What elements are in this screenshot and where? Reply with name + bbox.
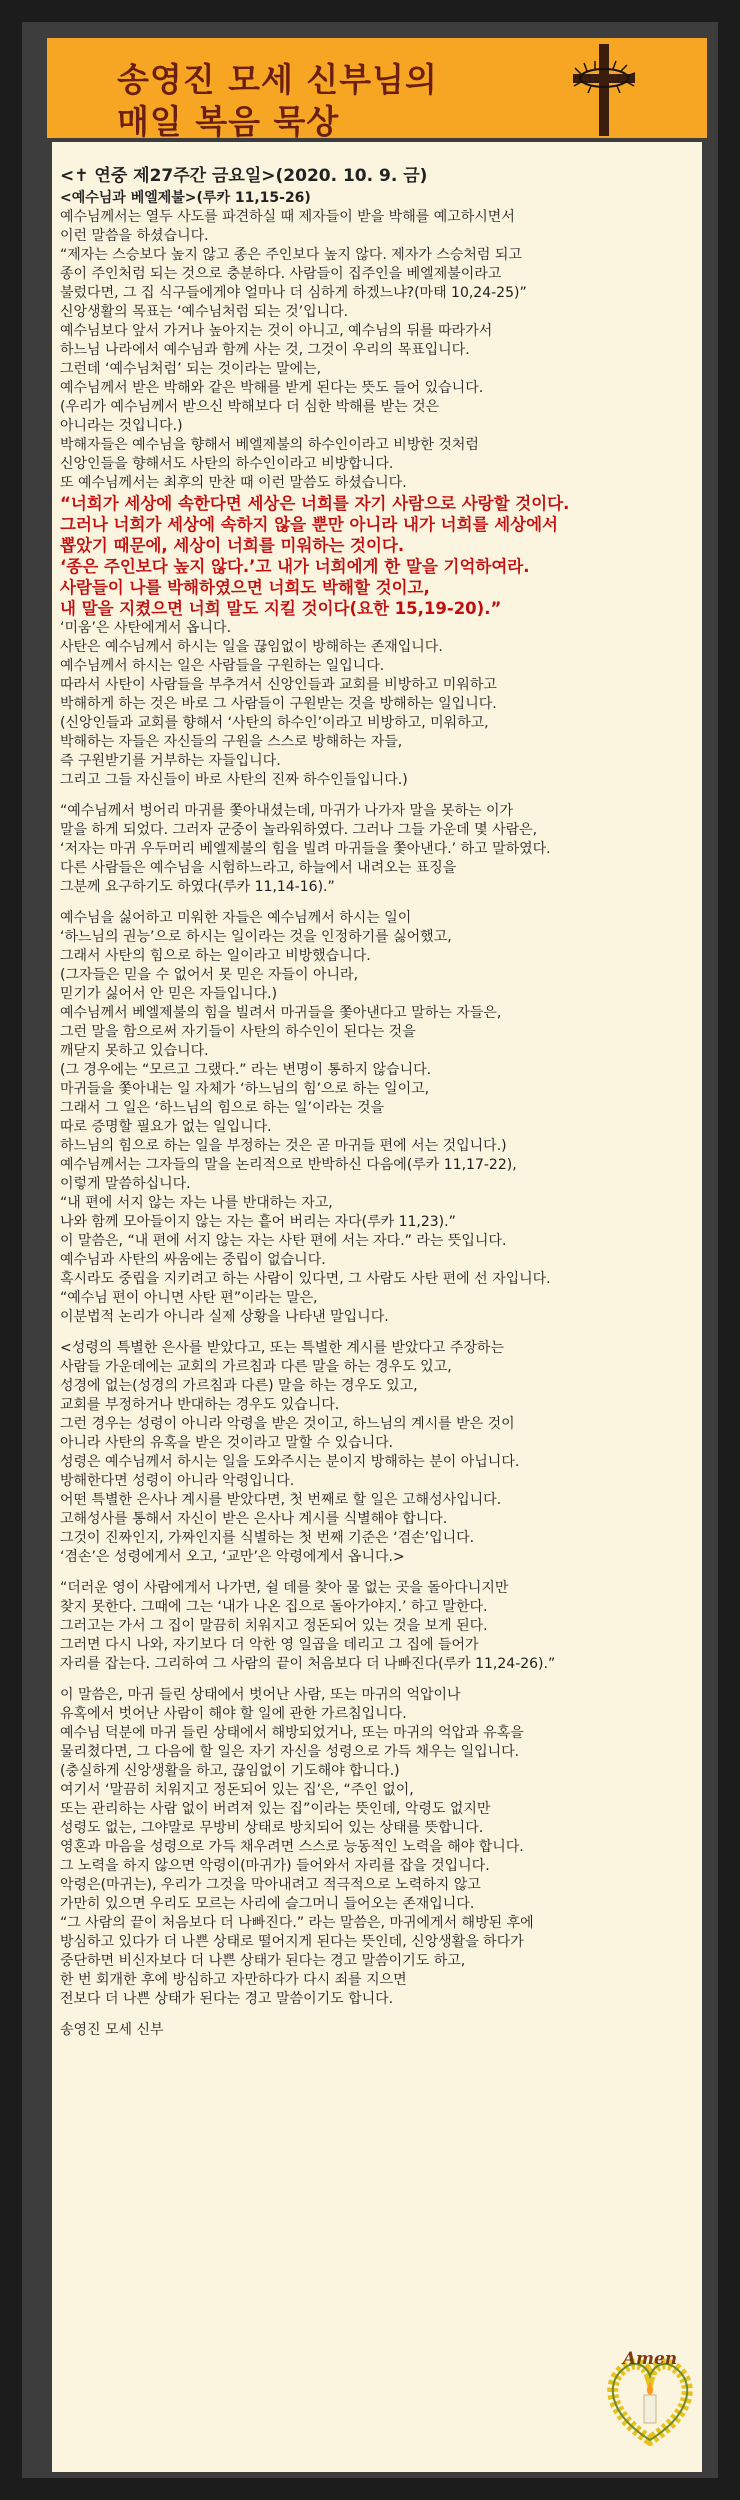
body-line: “예수님께서 벙어리 마귀를 쫓아내셨는데, 마귀가 나가자 말을 못하는 이가 (60, 803, 514, 819)
date-line: <✝ 연중 제27주간 금요일>(2020. 10. 9. 금) (60, 166, 428, 186)
amen-badge (600, 2340, 700, 2455)
body-line: 예수님께서 베엘제불의 힘을 빌려서 마귀들을 쫓아낸다고 말하는 자들은, (60, 1005, 502, 1021)
body-line: 고해성사를 통해서 자신이 받은 은사나 계시를 식별해야 합니다. (60, 1511, 448, 1527)
body-line: “내 편에 서지 않는 자는 나를 반대하는 자고, (60, 1195, 333, 1211)
body-line: 악령은(마귀는), 우리가 그것을 막아내려고 적극적으로 노력하지 않고 (60, 1877, 481, 1893)
body-line: ‘겸손’은 성령에게서 오고, ‘교만’은 악령에게서 옵니다.> (60, 1549, 405, 1565)
body-line: “그 사람의 끝이 처음보다 더 나빠진다.” 라는 말씀은, 마귀에게서 해방된 후에 (60, 1915, 534, 1931)
body-line: 마귀들을 쫓아내는 일 자체가 ‘하느님의 힘’으로 하는 일이고, (60, 1081, 430, 1097)
highlighted-quote-line: “너희가 세상에 속한다면 세상은 너희를 자기 사람으로 사랑할 것이다. (60, 494, 570, 513)
body-line: 깨닫지 못하고 있습니다. (60, 1043, 209, 1059)
body-line: 즉 구원받기를 거부하는 자들입니다. (60, 753, 281, 769)
body-line: 그런 말을 함으로써 자기들이 사탄의 하수인이 된다는 것을 (60, 1024, 416, 1040)
body-line: 예수님과 사탄의 싸움에는 중립이 없습니다. (60, 1252, 326, 1268)
meditation-text (60, 163, 660, 2040)
body-line: “더러운 영이 사람에게서 나가면, 쉴 데를 찾아 물 없는 곳을 돌아다니지만 (60, 1580, 509, 1596)
title-line-2: 매일 복음 묵상 (117, 102, 340, 141)
body-line: 나와 함께 모아들이지 않는 자는 흩어 버리는 자다(루카 11,23).” (60, 1214, 456, 1230)
body-line: 그런 경우는 성령이 아니라 악령을 받은 것이고, 하느님의 계시를 받은 것이 (60, 1416, 515, 1432)
title-line-1: 송영진 모세 신부님의 (117, 60, 438, 99)
body-line: 예수님 덕분에 마귀 들린 상태에서 해방되었거나, 또는 마귀의 억압과 유혹을 (60, 1725, 524, 1741)
body-line: ‘미움’은 사탄에게서 옵니다. (60, 620, 232, 636)
highlighted-quote-line: 그러나 너희가 세상에 속하지 않을 뿐만 아니라 내가 너희를 세상에서 (60, 515, 558, 534)
paragraph-gap (60, 790, 660, 802)
body-line: 그러고는 가서 그 집이 말끔히 치워지고 정돈되어 있는 것을 보게 된다. (60, 1618, 488, 1634)
body-line: 여기서 ‘말끔히 치워지고 정돈되어 있는 집’은, “주인 없이, (60, 1782, 414, 1798)
body-line: 다른 사람들은 예수님을 시험하느라고, 하늘에서 내려오는 표징을 (60, 860, 457, 876)
body-line: 하느님의 힘으로 하는 일을 부정하는 것은 곧 마귀들 편에 서는 것입니다.) (60, 1138, 507, 1154)
body-line: ‘하느님의 권능’으로 하시는 일이라는 것을 인정하기를 싫어했고, (60, 929, 452, 945)
body-line: 예수님께서는 열두 사도를 파견하실 때 제자들이 받을 박해를 예고하시면서 (60, 209, 515, 225)
body-line: 하느님 나라에서 예수님과 함께 사는 것, 그것이 우리의 목표입니다. (60, 342, 470, 358)
body-line: 성경에 없는(성경의 가르침과 다른) 말을 하는 경우도 있고, (60, 1378, 418, 1394)
body-line: 유혹에서 벗어난 사람이 해야 할 일에 관한 가르침입니다. (60, 1706, 407, 1722)
body-line: 이렇게 말씀하십니다. (60, 1176, 191, 1192)
body-line: 어떤 특별한 은사나 계시를 받았다면, 첫 번째로 할 일은 고해성사입니다. (60, 1492, 502, 1508)
body-line: 방심하고 있다가 더 나쁜 상태로 떨어지게 된다는 뜻인데, 신앙생활을 하다가 (60, 1934, 524, 1950)
body-line: 믿기가 싫어서 안 믿은 자들입니다.) (60, 986, 278, 1002)
body-line: 가만히 있으면 우리도 모르는 사리에 슬그머니 들어오는 존재입니다. (60, 1896, 475, 1912)
body-line: 예수님께서는 그자들의 말을 논리적으로 반박하신 다음에(루카 11,17-22), (60, 1157, 517, 1173)
body-line: 종이 주인처럼 되는 것으로 충분하다. 사람들이 집주인을 베엘제불이라고 (60, 266, 502, 282)
body-line: 그분께 요구하기도 하였다(루카 11,14-16).” (60, 879, 335, 895)
body-line: 아니라 사탄의 유혹을 받은 것이라고 말할 수 있습니다. (60, 1435, 394, 1451)
body-line: 그러면 다시 나와, 자기보다 더 악한 영 일곱을 데리고 그 집에 들어가 (60, 1637, 479, 1653)
body-line: (그자들은 믿을 수 없어서 못 믿은 자들이 아니라, (60, 967, 359, 983)
body-line: 성령도 없는, 그야말로 무방비 상태로 방치되어 있는 상태를 뜻합니다. (60, 1820, 484, 1836)
body-line: 말을 하게 되었다. 그러자 군중이 놀라워하였다. 그러나 그들 가운데 몇 사람은, (60, 822, 538, 838)
body-line: 자리를 잡는다. 그리하여 그 사람의 끝이 처음보다 더 나빠진다(루카 11,24-26).” (60, 1656, 556, 1672)
paragraph-gap (60, 1327, 660, 1339)
body-line: 사람들 가운데에는 교회의 가르침과 다른 말을 하는 경우도 있고, (60, 1359, 452, 1375)
body-line: 이 말씀은, “내 편에 서지 않는 자는 사탄 편에 서는 자다.” 라는 뜻입니다. (60, 1233, 507, 1249)
body-line: 따라서 사탄이 사람들을 부추겨서 신앙인들과 교회를 비방하고 미워하고 (60, 677, 497, 693)
signature: 송영진 모세 신부 (60, 2022, 164, 2038)
gospel-reference: <예수님과 베엘제불>(루카 11,15-26) (60, 190, 311, 206)
body-line: 사탄은 예수님께서 하시는 일을 끊임없이 방해하는 존재입니다. (60, 639, 443, 655)
paragraph-gap (60, 1674, 660, 1686)
body-line: 그래서 그 일은 ‘하느님의 힘으로 하는 일’이라는 것을 (60, 1100, 385, 1116)
body-line: 예수님보다 앞서 가거나 높아지는 것이 아니고, 예수님의 뒤를 따라가서 (60, 323, 493, 339)
body-line: 교회를 부정하거나 반대하는 경우도 있습니다. (60, 1397, 340, 1413)
body-line: 전보다 더 나쁜 상태가 된다는 경고 말씀이기도 합니다. (60, 1991, 394, 2007)
body-line: (신앙인들과 교회를 향해서 ‘사탄의 하수인’이라고 비방하고, 미워하고, (60, 715, 489, 731)
body-line: 따로 증명할 필요가 없는 일입니다. (60, 1119, 272, 1135)
body-line: 그것이 진짜인지, 가짜인지를 식별하는 첫 번째 기준은 ‘겸손’입니다. (60, 1530, 475, 1546)
body-line: 성령은 예수님께서 하시는 일을 도와주시는 분이지 방해하는 분이 아닙니다. (60, 1454, 520, 1470)
body-line: 박해자들은 예수님을 향해서 베엘제불의 하수인이라고 비방한 것처럼 (60, 437, 479, 453)
body-line: (우리가 예수님께서 받으신 박해보다 더 심한 박해를 받는 것은 (60, 399, 440, 415)
body-line: “예수님 편이 아니면 사탄 편”이라는 말은, (60, 1290, 318, 1306)
paragraph-gap (60, 897, 660, 909)
body-line: “제자는 스승보다 높지 않고 종은 주인보다 높지 않다. 제자가 스승처럼 되고 (60, 247, 522, 263)
paragraph-gap (60, 2009, 660, 2021)
paragraph-gap (60, 1567, 660, 1579)
body-line: 그런데 ‘예수님처럼’ 되는 것이라는 말에는, (60, 361, 322, 377)
body-line: 방해한다면 성령이 아니라 악령입니다. (60, 1473, 295, 1489)
body-line: 찾지 못한다. 그때에 그는 ‘내가 나온 집으로 돌아가야지.’ 하고 말한다. (60, 1599, 488, 1615)
body-line: 물리쳤다면, 그 다음에 할 일은 자기 자신을 성령으로 가득 채우는 일입니다. (60, 1744, 520, 1760)
body-line: 이분법적 논리가 아니라 실제 상황을 나타낸 말입니다. (60, 1309, 389, 1325)
highlighted-quote-line: 내 말을 지켰으면 너희 말도 지킬 것이다(요한 15,19-20).” (60, 599, 502, 618)
body-line: 예수님을 싫어하고 미워한 자들은 예수님께서 하시는 일이 (60, 910, 412, 926)
body-line: 예수님께서 하시는 일은 사람들을 구원하는 일입니다. (60, 658, 385, 674)
body-line: ‘저자는 마귀 우두머리 베엘제불의 힘을 빌려 마귀들을 쫓아낸다.’ 하고 말하였다. (60, 841, 551, 857)
body-line: 그래서 사탄의 힘으로 하는 일이라고 비방했습니다. (60, 948, 371, 964)
body-line: <성령의 특별한 은사를 받았다고, 또는 특별한 계시를 받았다고 주장하는 (60, 1340, 504, 1356)
body-line: 아니라는 것입니다.) (60, 418, 183, 434)
header-banner (47, 38, 707, 141)
highlighted-quote-line: ‘종은 주인보다 높지 않다.’고 내가 너희에게 한 말을 기억하여라. (60, 557, 530, 576)
body-line: 불렀다면, 그 집 식구들에게야 얼마나 더 심하게 하겠느냐?(마태 10,24-25)” (60, 285, 527, 301)
body-line: 한 번 회개한 후에 방심하고 자만하다가 다시 죄를 지으면 (60, 1972, 407, 1988)
body-line: 또 예수님께서는 최후의 만찬 때 이런 말씀도 하셨습니다. (60, 475, 407, 491)
body-line: (그 경우에는 “모르고 그랬다.” 라는 변명이 통하지 않습니다. (60, 1062, 432, 1078)
highlighted-quote-line: 뽑았기 때문에, 세상이 너희를 미워하는 것이다. (60, 536, 405, 555)
body-line: 예수님께서 받은 박해와 같은 박해를 받게 된다는 뜻도 들어 있습니다. (60, 380, 484, 396)
body-line: (충실하게 신앙생활을 하고, 끊임없이 기도해야 합니다.) (60, 1763, 400, 1779)
body-line: 박해하게 하는 것은 바로 그 사람들이 구원받는 것을 방해하는 일입니다. (60, 696, 497, 712)
body-line: 신앙생활의 목표는 ‘예수님처럼 되는 것’입니다. (60, 304, 349, 320)
highlighted-quote-line: 사람들이 나를 박해하였으면 너희도 박해할 것이고, (60, 578, 430, 597)
body-line: 이 말씀은, 마귀 들린 상태에서 벗어난 사람, 또는 마귀의 억압이나 (60, 1687, 461, 1703)
body-line: 또는 관리하는 사람 없이 버려져 있는 집”이라는 뜻인데, 악령도 없지만 (60, 1801, 491, 1817)
cross-with-crown-of-thorns-icon (559, 40, 649, 136)
body-line: 이런 말씀을 하셨습니다. (60, 228, 209, 244)
body-line: 영혼과 마음을 성령으로 가득 채우려면 스스로 능동적인 노력을 해야 합니다. (60, 1839, 524, 1855)
body-line: 신앙인들을 향해서도 사탄의 하수인이라고 비방합니다. (60, 456, 394, 472)
body-line: 그리고 그들 자신들이 바로 사탄의 진짜 하수인들입니다.) (60, 772, 408, 788)
body-line: 혹시라도 중립을 지키려고 하는 사람이 있다면, 그 사람도 사탄 편에 선 자입니다. (60, 1271, 551, 1287)
amen-text: Amen (622, 2349, 678, 2369)
body-line: 중단하면 비신자보다 더 나쁜 상태가 된다는 경고 말씀이기도 하고, (60, 1953, 466, 1969)
body-line: 박해하는 자들은 자신들의 구원을 스스로 방해하는 자들, (60, 734, 403, 750)
body-line: 그 노력을 하지 않으면 악령이(마귀가) 들어와서 자리를 잡을 것입니다. (60, 1858, 490, 1874)
